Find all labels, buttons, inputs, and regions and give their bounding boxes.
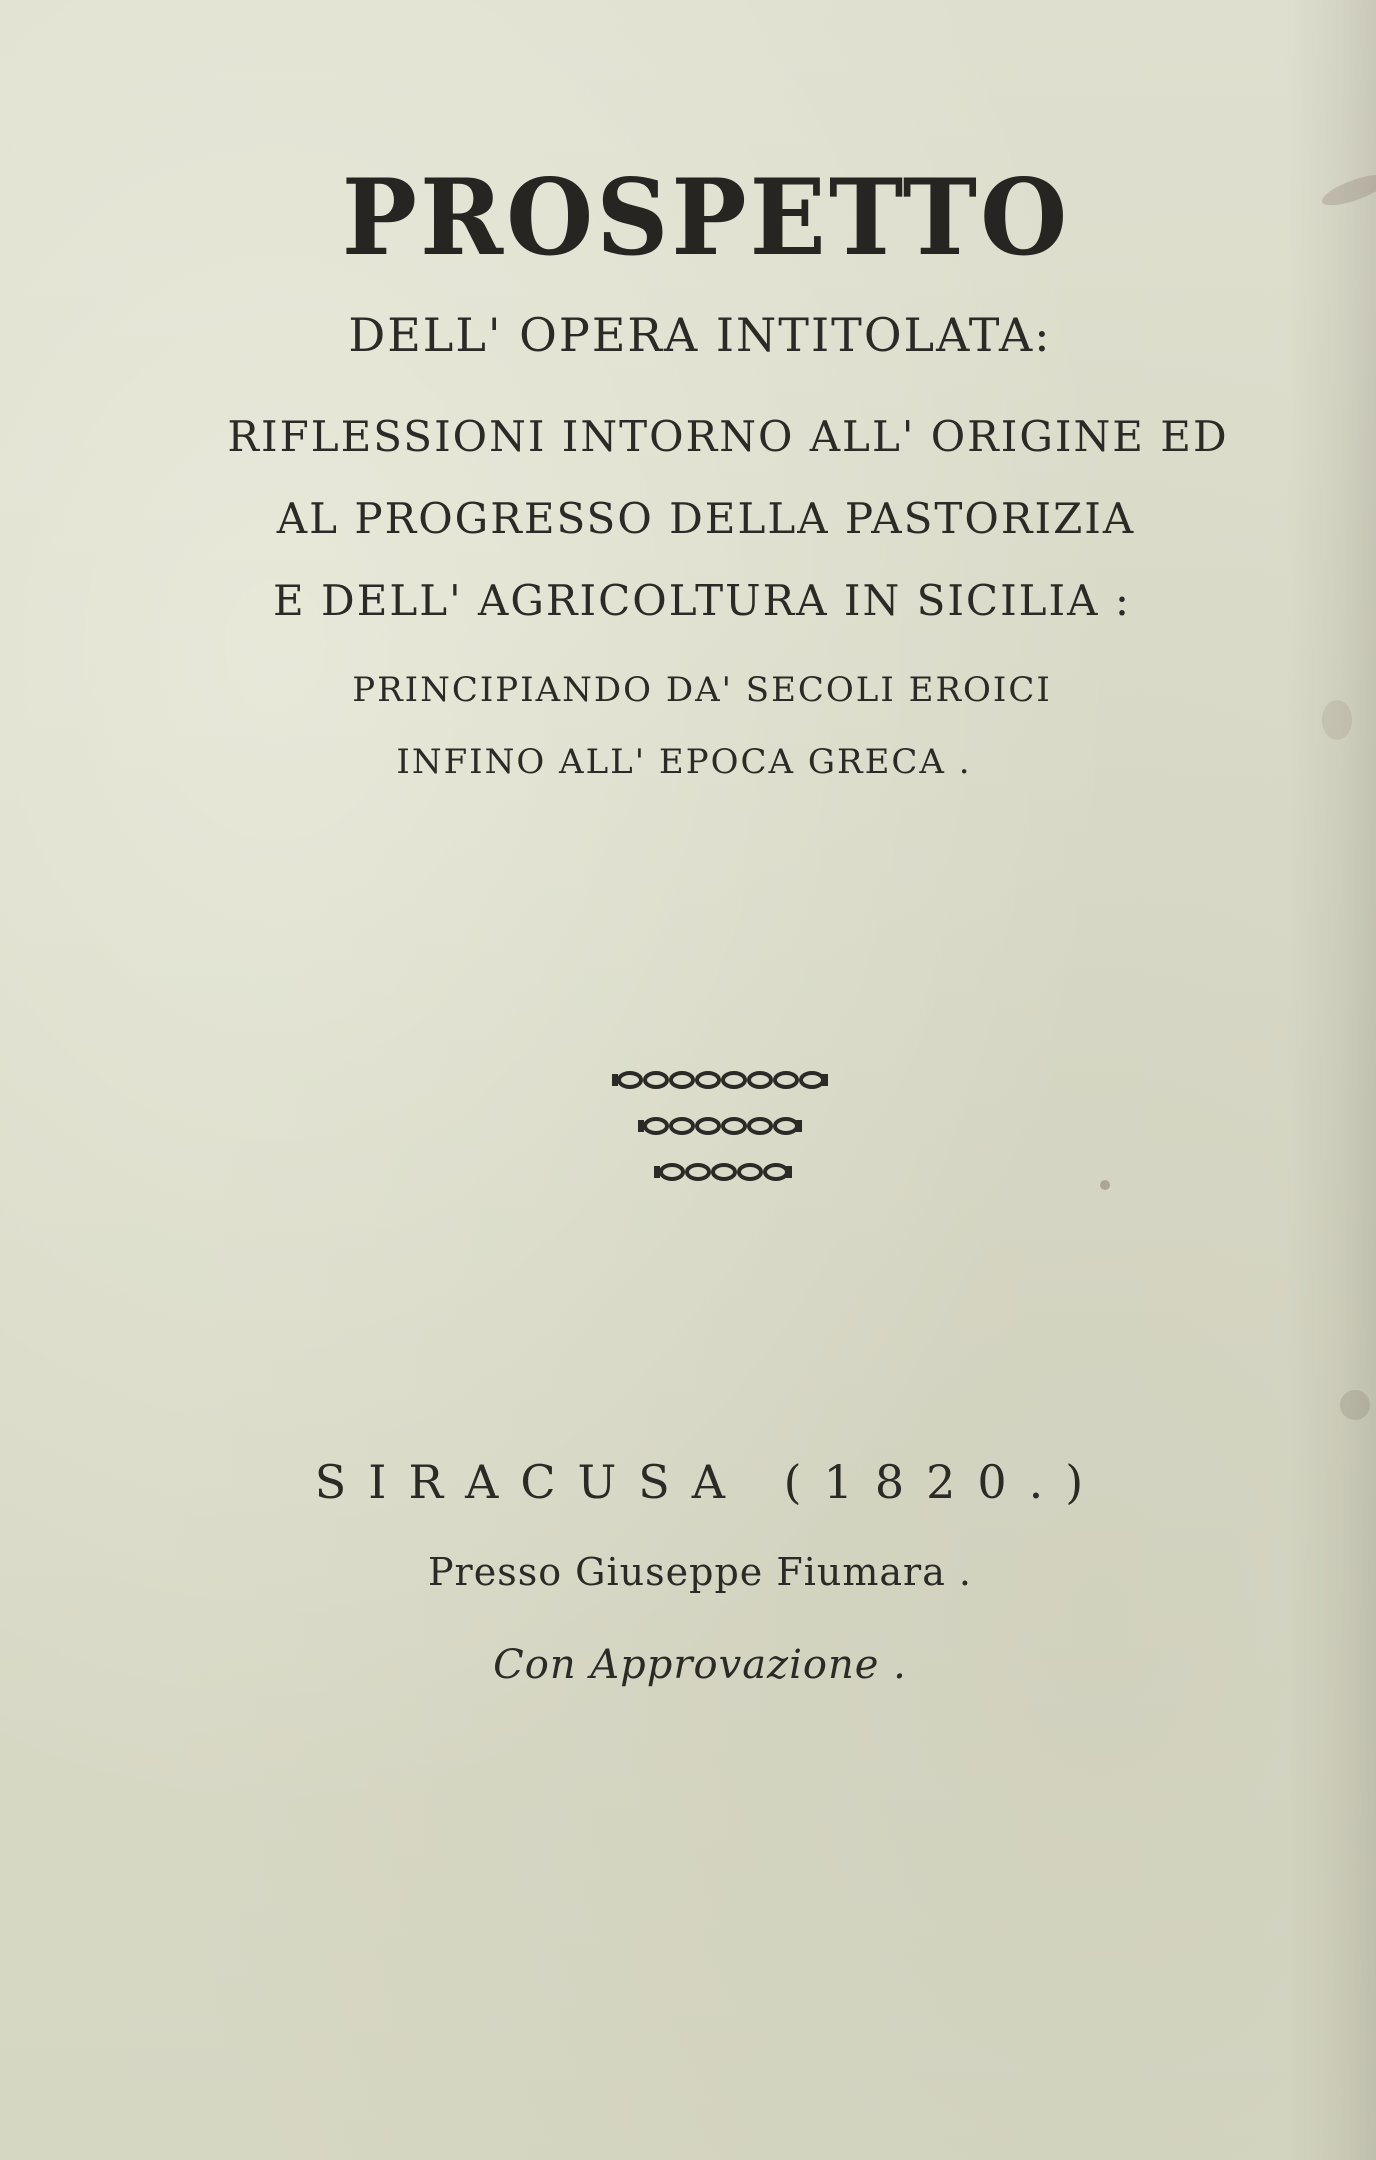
- subtitle-line-2: RIFLESSIONI INTORNO ALL' ORIGINE ED: [227, 412, 1229, 461]
- paper-spot: [1322, 700, 1352, 740]
- subtitle-line-6: INFINO ALL' EPOCA GRECA .: [396, 742, 972, 782]
- imprint-printer: Presso Giuseppe Fiumara .: [427, 1550, 973, 1594]
- paper-spot: [1340, 1390, 1370, 1420]
- paper-spot: [1100, 1180, 1110, 1190]
- ornament-row-2: [645, 1119, 797, 1133]
- subtitle-line-1: DELL' OPERA INTITOLATA:: [348, 308, 1052, 362]
- subtitle-line-4: E DELL' AGRICOLTURA IN SICILIA :: [273, 576, 1131, 625]
- document-title: PROSPETTO: [341, 155, 1071, 279]
- imprint-city-year: SIRACUSA (1820.): [314, 1455, 1106, 1509]
- ornament-row-1: [619, 1073, 823, 1087]
- printer-ornament: [0, 1062, 1376, 1192]
- ornament-row-3: [661, 1165, 787, 1179]
- subtitle-line-5: PRINCIPIANDO DA' SECOLI EROICI: [352, 670, 1052, 710]
- subtitle-line-3: AL PROGRESSO DELLA PASTORIZIA: [276, 494, 1136, 543]
- imprint-approval: Con Approvazione .: [493, 1642, 907, 1688]
